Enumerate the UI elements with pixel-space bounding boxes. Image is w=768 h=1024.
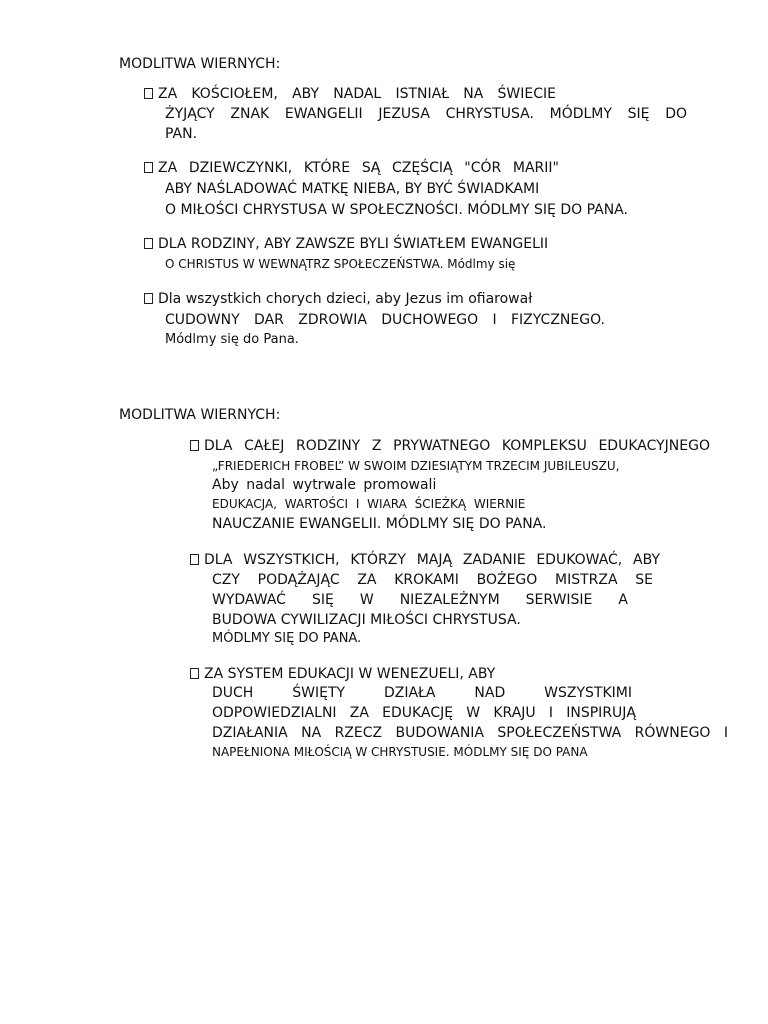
s2-p1-line2: „FRIEDERICH FROBEL” W SWOIM DZIESIĄTYM TRZECIM JUBILEUSZU,	[212, 459, 620, 473]
s2-p1-line4: EDUKACJA, WARTOŚCI I WIARA ŚCIEŻKĄ WIERNIE	[212, 497, 526, 511]
s1-p2-line2: ABY NAŚLADOWAĆ MATKĘ NIEBA, BY BYĆ ŚWIADKAMI	[165, 181, 540, 197]
s2-p3-line4: DZIAŁANIA NA RZECZ BUDOWANIA SPOŁECZEŃSTWA RÓWNEGO I	[212, 725, 728, 741]
s1-p1-line1: ZA KOŚCIOŁEM, ABY NADAL ISTNIAŁ NA ŚWIECIE	[144, 85, 556, 103]
section2-heading: MODLITWA WIERNYCH:	[119, 407, 281, 423]
bullet-icon	[144, 88, 153, 99]
s2-p3-line3: ODPOWIEDZIALNI ZA EDUKACJĘ W KRAJU I INSPIRUJĄ	[212, 705, 636, 721]
s2-p1-line5: NAUCZANIE EWANGELII. MÓDLMY SIĘ DO PANA.	[212, 516, 547, 532]
bullet-icon	[144, 238, 153, 249]
s1-p3-line2: O CHRISTUS W WEWNĄTRZ SPOŁECZEŃSTWA. Módlmy się	[165, 257, 516, 271]
s1-p2-line3: O MIŁOŚCI CHRYSTUSA W SPOŁECZNOŚCI. MÓDLMY SIĘ DO PANA.	[165, 202, 628, 218]
bullet-icon	[190, 668, 199, 679]
s2-p1-line1: DLA CAŁEJ RODZINY Z PRYWATNEGO KOMPLEKSU EDUKACYJNEGO	[190, 437, 710, 455]
s1-p2-line1: ZA DZIEWCZYNKI, KTÓRE SĄ CZĘŚCIĄ "CÓR MARII"	[144, 159, 559, 177]
bullet-icon	[144, 293, 153, 304]
s2-p2-line3: WYDAWAĆ SIĘ W NIEZALEŻNYM SERWISIE A	[212, 592, 628, 608]
s2-p2-line5: MÓDLMY SIĘ DO PANA.	[212, 631, 362, 646]
bullet-icon	[190, 440, 199, 451]
s1-p4-line3: Módlmy się do Pana.	[165, 332, 299, 347]
s1-p4-line2: CUDOWNY DAR ZDROWIA DUCHOWEGO I FIZYCZNEGO.	[165, 312, 605, 328]
bullet-icon	[190, 554, 199, 565]
s2-p3-line2: DUCH ŚWIĘTY DZIAŁA NAD WSZYSTKIMI	[212, 685, 632, 701]
s2-p3-line1: ZA SYSTEM EDUKACJI W WENEZUELI, ABY	[190, 665, 495, 683]
s2-p2-line4: BUDOWA CYWILIZACJI MIŁOŚCI CHRYSTUSA.	[212, 612, 521, 628]
s1-p1-line3: PAN.	[165, 126, 198, 142]
s2-p2-line1: DLA WSZYSTKICH, KTÓRZY MAJĄ ZADANIE EDUKOWAĆ, ABY	[190, 551, 660, 569]
s1-p1-line2: ŻYJĄCY ZNAK EWANGELII JEZUSA CHRYSTUSA. MÓDLMY SIĘ DO	[165, 106, 687, 122]
s1-p4-line1: Dla wszystkich chorych dzieci, aby Jezus im ofiarował	[144, 290, 532, 308]
s2-p3-line5: NAPEŁNIONA MIŁOŚCIĄ W CHRYSTUSIE. MÓDLMY SIĘ DO PANA	[212, 745, 588, 759]
s1-p3-line1: DLA RODZINY, ABY ZAWSZE BYLI ŚWIATŁEM EWANGELII	[144, 235, 548, 253]
s2-p1-line3: Aby nadal wytrwale promowali	[212, 477, 437, 493]
s2-p2-line2: CZY PODĄŻAJĄC ZA KROKAMI BOŻEGO MISTRZA SE	[212, 572, 653, 588]
bullet-icon	[144, 162, 153, 173]
section1-heading: MODLITWA WIERNYCH:	[119, 56, 281, 72]
